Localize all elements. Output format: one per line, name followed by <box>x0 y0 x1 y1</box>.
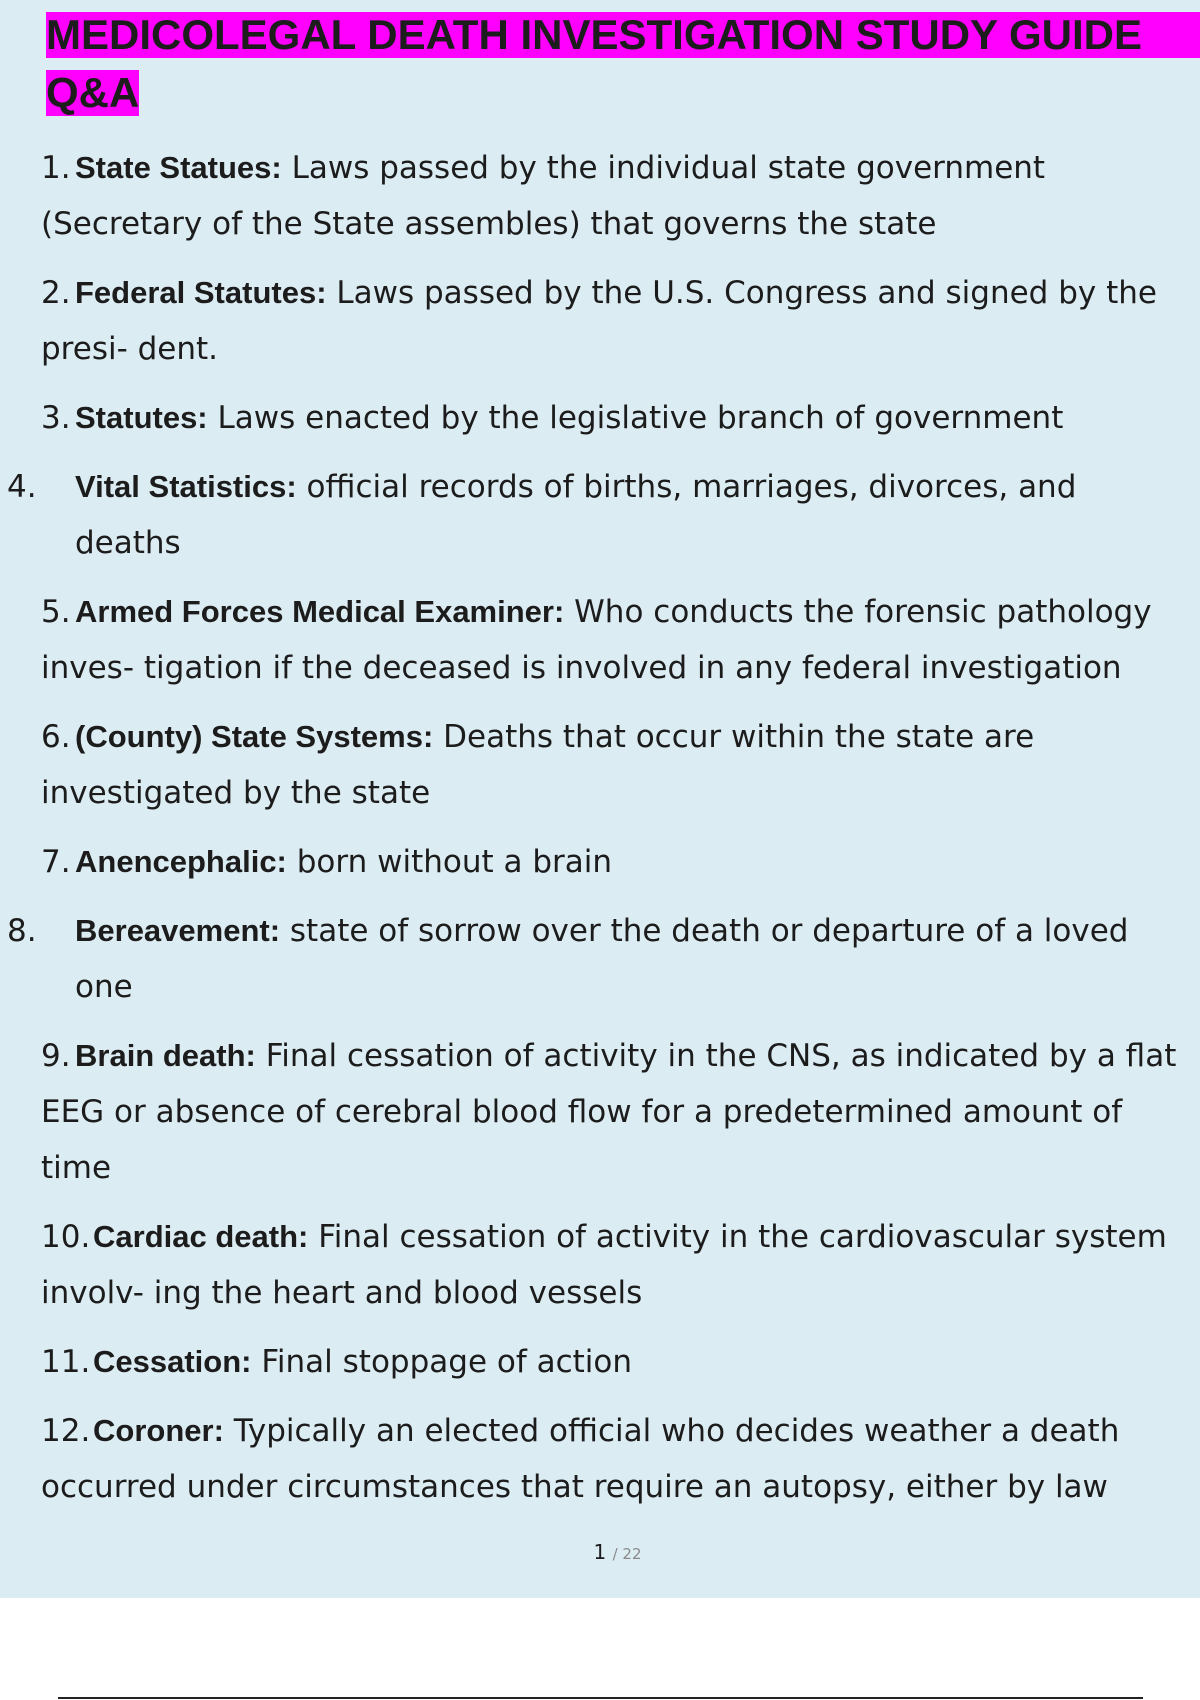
entry-definition: state of sorrow over the death or departure of a loved one <box>75 913 1129 1005</box>
entry-number: 10. <box>41 1219 91 1255</box>
glossary-entry <box>41 1334 1191 1390</box>
glossary-entry <box>41 709 1191 821</box>
glossary-entry <box>7 459 1191 571</box>
entry-term: (County) State Systems: <box>75 719 434 754</box>
entry-term: Statutes: <box>75 400 208 435</box>
glossary-entry <box>7 903 1191 1015</box>
entry-term: Cessation: <box>93 1344 252 1379</box>
entry-definition: Laws enacted by the legislative branch of government <box>217 400 1064 436</box>
page-total: / 22 <box>612 1545 642 1563</box>
glossary-entry <box>41 390 1191 446</box>
document-title <box>46 8 1200 120</box>
page-current: 1 <box>593 1540 607 1564</box>
entry-number: 6. <box>41 719 71 755</box>
page-divider <box>58 1697 1143 1699</box>
entry-definition: Who conducts the forensic pathology inves- tigation if the deceased is involved in any federal investigation <box>41 594 1152 686</box>
entry-number: 9. <box>41 1038 71 1074</box>
entry-number: 3. <box>41 400 71 436</box>
entry-definition: Final stoppage of action <box>261 1344 633 1380</box>
entry-term: Anencephalic: <box>75 844 287 879</box>
glossary-entry <box>41 140 1191 252</box>
title-line-2: Q&A <box>46 69 140 116</box>
entry-term: Coroner: <box>93 1413 224 1448</box>
entry-number: 2. <box>41 275 71 311</box>
entry-definition: Final cessation of activity in the CNS, as indicated by a flat EEG or absence of cerebral blood flow for a predetermined amount of time <box>41 1038 1177 1186</box>
title-line-1: MEDICOLEGAL DEATH INVESTIGATION STUDY GUIDE <box>46 12 1200 58</box>
entry-term: State Statues: <box>75 150 282 185</box>
entry-definition: Deaths that occur within the state are investigated by the state <box>41 719 1035 811</box>
entry-term: Federal Statutes: <box>75 275 327 310</box>
entry-definition: Typically an elected official who decides weather a death occurred under circumstances that require an autopsy, either by law <box>41 1413 1120 1505</box>
entry-term: Cardiac death: <box>93 1219 309 1254</box>
glossary-entry <box>41 1028 1191 1196</box>
glossary-entry <box>41 834 1191 890</box>
entry-definition: Laws passed by the individual state government (Secretary of the State assembles) that governs the state <box>41 150 1046 242</box>
entry-term: Vital Statistics: <box>75 469 297 504</box>
entry-term: Bereavement: <box>75 913 281 948</box>
glossary-entry <box>41 1403 1191 1515</box>
entry-number: 4. <box>7 469 37 505</box>
entry-number: 5. <box>41 594 71 630</box>
entry-term: Brain death: <box>75 1038 256 1073</box>
entry-number: 8. <box>7 913 37 949</box>
entry-number: 11. <box>41 1344 91 1380</box>
entry-definition: Final cessation of activity in the cardiovascular system involv- ing the heart and blood vessels <box>41 1219 1167 1311</box>
entry-definition: Laws passed by the U.S. Congress and signed by the presi- dent. <box>41 275 1157 367</box>
entry-term: Armed Forces Medical Examiner: <box>75 594 565 629</box>
entry-definition: official records of births, marriages, divorces, and deaths <box>75 469 1077 561</box>
page-indicator <box>0 1540 1200 1564</box>
glossary-list <box>7 140 1191 1528</box>
glossary-entry <box>41 584 1191 696</box>
entry-number: 7. <box>41 844 71 880</box>
glossary-entry <box>41 1209 1191 1321</box>
entry-number: 12. <box>41 1413 91 1449</box>
glossary-entry <box>41 265 1191 377</box>
entry-number: 1. <box>41 150 71 186</box>
entry-definition: born without a brain <box>296 844 613 880</box>
